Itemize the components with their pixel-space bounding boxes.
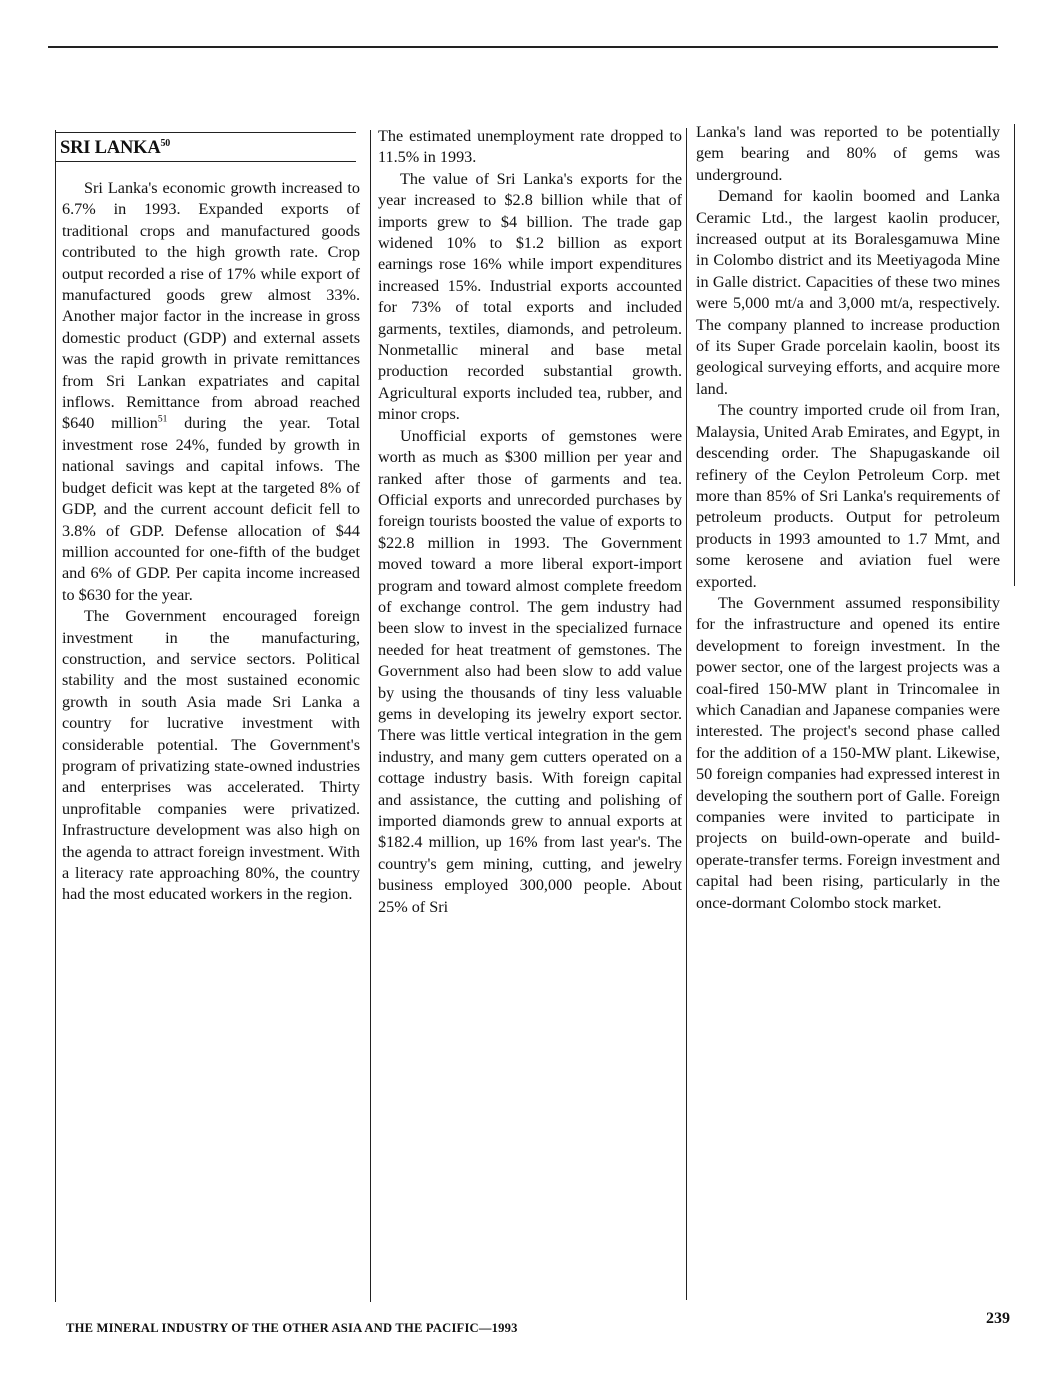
text-column-1 [62, 178, 360, 906]
section-heading [60, 138, 170, 159]
column-rule-2-3 [686, 128, 687, 1300]
paragraph: The value of Sri Lanka's exports for the year increased to $2.8 billion while that of imports grew to $4 billion. The trade gap widened 10% to $1.2 billion as export earnings rose 16% while import expenditures increased 15%. Industrial exports accounted for 73% of total exports and included garments, textiles, diamonds, and petroleum. Nonmetallic mineral and base metal production recorded substantial growth. Agricultural exports included tea, rubber, and minor crops. [378, 169, 682, 424]
section-title: SRI LANKA [60, 138, 161, 159]
paragraph: The estimated unemployment rate dropped to 11.5% in 1993. [378, 127, 682, 167]
paragraph-text: Sri Lanka's economic growth increased to 6.7% in 1993. Expanded exports of traditional crops and manufactured goods contributed to the high growth rate. Crop output recorded a rise of 17% while export of manufactured goods grew almost 33%. Another major factor in the increase in gross domestic product (GDP) and external assets was the rapid growth in private remittances from Sri Lankan expatriates and capital inflows. Remittance from abroad reached $640 million [62, 179, 360, 433]
footnote-marker: 51 [157, 415, 168, 426]
top-rule [48, 46, 998, 48]
text-column-2 [378, 126, 682, 918]
column-rule-right [1014, 124, 1015, 586]
paragraph: The country imported crude oil from Iran, Malaysia, United Arab Emirates, and Egypt, in descending order. The Shapugaskande oil refinery of the Ceylon Petroleum Corp. met more than 85% of Sri Lanka's requirements of petroleum products. Output for petroleum products in 1993 amounted to 1.7 Mmt, and some kerosene and aviation fuel were exported. [696, 401, 1000, 591]
page-number: 239 [986, 1310, 1010, 1327]
paragraph: The Government assumed responsibility for the infrastructure and opened its entire development to foreign investment. In the power sector, one of the largest projects was a coal-fired 150-MW plant in Trincomalee in which Canadian and Japanese companies were interested. The project's second phase called for the addition of a 150-MW plant. Likewise, 50 foreign companies had expressed interest in developing the southern port of Galle. Foreign companies were invited to participate in projects on build-own-operate and build-operate-transfer terms. Foreign investment and capital had been rising, particularly in the once-dormant Colombo stock market. [696, 593, 1000, 912]
running-footer: THE MINERAL INDUSTRY OF THE OTHER ASIA AND THE PACIFIC—1993 [66, 1321, 518, 1335]
column-rule-left [55, 130, 56, 1302]
paragraph: Unofficial exports of gemstones were worth as much as $300 million per year and ranked after those of garments and tea. Official exports and unrecorded purchases by foreign tourists boosted the value of exports to $22.8 million in 1993. The Government moved toward a more liberal export-import program and toward almost complete freedom of exchange control. The gem industry had been slow to invest in the specialized furnace needed for heat treatment of gemstones. The Government also had been slow to add value by using the thousands of tiny less valuable gems in developing its jewelry export sector. There was little vertical integration in the gem industry, and many gem cutters operated on a cottage industry basis. With foreign capital and assistance, the cutting and polishing of imported diamonds grew to annual exports at $182.4 million, up 16% from last year's. The country's gem mining, cutting, and jewelry business employed 300,000 people. About 25% of Sri [378, 426, 682, 916]
paragraph: Demand for kaolin boomed and Lanka Ceramic Ltd., the largest kaolin producer, increased output at its Boralesgamuwa Mine in Colombo district and its Meetiyagoda Mine in Galle district. Capacities of these two mines were 5,000 mt/a and 3,000 mt/a, respectively. The company planned to increase production of its Super Grade porcelain kaolin, boost its geological surveying efforts, and acquire more land. [696, 187, 1000, 398]
section-heading-box [56, 132, 356, 162]
section-title-footnote: 50 [160, 138, 171, 149]
text-column-3 [696, 122, 1000, 914]
paragraph [62, 178, 360, 606]
paragraph: The Government encouraged foreign investment in the manufacturing, construction, and service sectors. Political stability and the most sustained economic growth in south Asia made Sri Lanka a country for lucrative investment with considerable potential. The Government's program of privatizing state-owned industries and enterprises was accelerated. Thirty unprofitable companies were privatized. Infrastructure development was also high on the agenda to attract foreign investment. With a literacy rate approaching 80%, the country had the most educated workers in the region. [62, 607, 360, 904]
paragraph: Lanka's land was reported to be potentially gem bearing and 80% of gems was underground. [696, 123, 1000, 184]
column-rule-1-2 [370, 130, 371, 1302]
paragraph-text: during the year. Total investment rose 24%, funded by growth in national savings and capital infows. The budget deficit was kept at the targeted 8% of GDP, and the current account deficit fell to 3.8% of GDP. Defense allocation of $44 million accounted for one-fifth of the budget and 6% of GDP. Per capita income increased to $630 for the year. [62, 414, 360, 604]
